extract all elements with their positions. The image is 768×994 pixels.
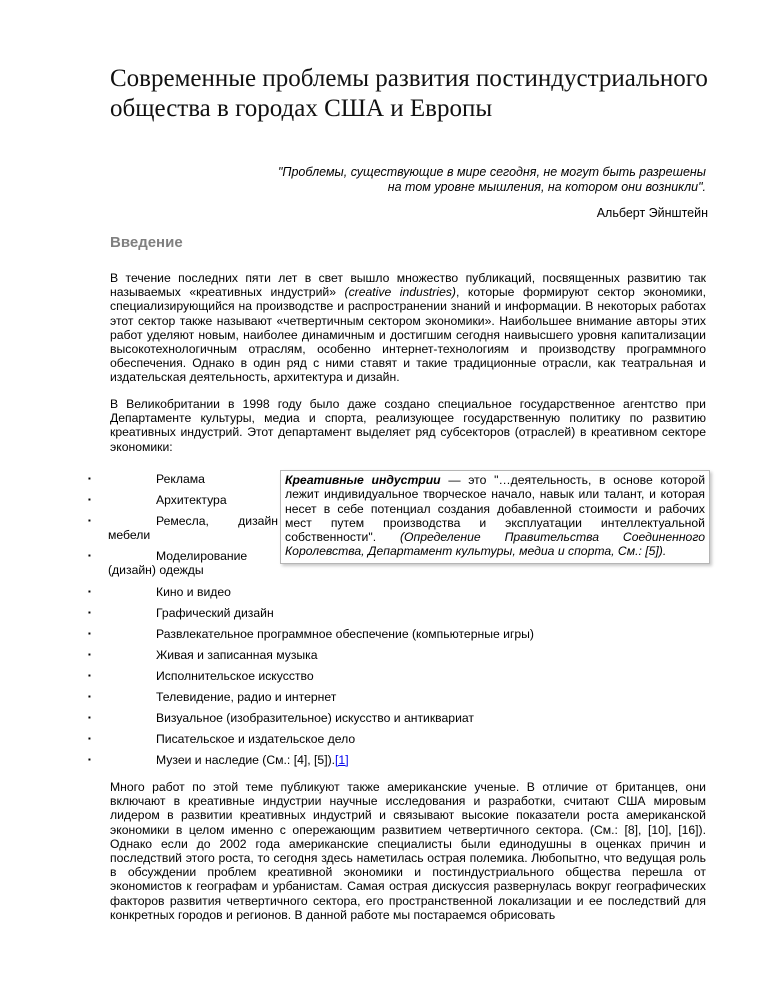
bullet-icon: ▪ (88, 713, 91, 722)
callout-term: Креативные индустрии (285, 473, 441, 487)
list-item-text: Живая и записанная музыка (156, 648, 318, 662)
list-item-text: Писательское и издательское дело (156, 732, 356, 746)
footnote-link[interactable]: [1] (335, 753, 349, 767)
paragraph-intro (110, 271, 706, 385)
list-item-text: Кино и видео (156, 585, 231, 599)
epigraph-author: Альберт Эйнштейн (596, 206, 708, 220)
epigraph-line-2: на том уровне мышления, на котором они возникли". (387, 180, 706, 194)
list-item (88, 669, 708, 690)
list-item-text: Визуальное (изобразительное) искусство и антиквариат (156, 711, 474, 725)
list-item (88, 732, 708, 753)
paragraph-intro-part-2: , которые формируют сектор экономики, специализирующийся на производстве и распространении знаний и информации. В некоторых работах этот сектор также называют «четвертичным сектором экономики». Наибольшее внимание авторы этих работ уделяют новым, наиболее динамичным и достигшим сегодня наивысшего уровня капитализации высокотехнологичным отраслям, особенно интернет-технологиям и производству программного обеспечения. Однако в один ряд с ними ставят и такие традиционные отрасли, как театральная и издательская деятельность, архитектура и дизайн. (110, 285, 706, 385)
list-item (88, 627, 708, 648)
section-heading: Введение (110, 234, 183, 251)
bullet-icon: ▪ (88, 755, 91, 764)
list-item-text: Развлекательное программное обеспечение (компьютерные игры) (156, 627, 534, 641)
list-item (88, 711, 708, 732)
bullet-icon: ▪ (88, 650, 91, 659)
list-item-text: Телевидение, радио и интернет (156, 690, 337, 704)
bullet-icon: ▪ (88, 671, 91, 680)
list-item (88, 753, 708, 774)
list-item (88, 690, 708, 711)
list-item-text: Исполнительское искусство (156, 669, 314, 683)
bullet-icon: ▪ (88, 551, 91, 560)
list-item-text: Архитектура (156, 493, 227, 507)
bullet-icon: ▪ (88, 692, 91, 701)
callout-source: (Определение Правительства Соединенного Королевства, Департамент культуры, медиа и спорта, См.: [5]). (285, 530, 705, 559)
bullet-icon: ▪ (88, 516, 91, 525)
list-item-text: Моделирование (дизайн) одежды (108, 549, 248, 578)
epigraph (246, 165, 706, 195)
bullet-icon: ▪ (88, 474, 91, 483)
paragraph-american-research: Много работ по этой теме публикуют также американские ученые. В отличие от британцев, они включают в креативные индустрии научные исследования и разработки, считают США мировым лидером в развитии креативных индустрий и связывают высокие показатели роста американской экономики в целом именно с опережающим развитием четвертичного сектора. (См.: [8], [10], [16]). Однако если до 2002 года американские специалисты были единодушны в оценках причин и последствий этого роста, то сегодня здесь наметилась острая полемика. Любопытно, что ведущая роль в обсуждении проблем креативной экономики и постиндустриального общества перешла от экономистов к географам и урбанистам. Самая острая дискуссия развернулась вокруг географических факторов развития четвертичного сектора, его пространственной локализации и ее последствий для конкретных городов и регионов. В данной работе мы постараемся обрисовать (110, 780, 706, 922)
list-item-text: Графический дизайн (156, 606, 274, 620)
list-item-text-with-footnote (88, 753, 708, 767)
list-item (88, 585, 708, 606)
list-item-text: Реклама (156, 472, 205, 486)
list-item (88, 648, 708, 669)
epigraph-line-1: "Проблемы, существующие в мире сегодня, не могут быть разрешены (277, 165, 706, 179)
callout-text: — это "…деятельность, в основе которой лежит индивидуальное творческое начало, навык или талант, и которая несет в себе потенциал создания добавленной стоимости и рабочих мест путем производства и эксплуатации интеллектуальной собственности". (285, 473, 705, 545)
bullet-icon: ▪ (88, 608, 91, 617)
document-title: Современные проблемы развития постиндустриального общества в городах США и Европы (110, 65, 708, 122)
list-item (88, 606, 708, 627)
list-item-text: Музеи и наследие (См.: [4], [5]). (156, 753, 336, 767)
bullet-icon: ▪ (88, 734, 91, 743)
definition-callout (280, 470, 710, 564)
bullet-icon: ▪ (88, 587, 91, 596)
bullet-icon: ▪ (88, 495, 91, 504)
list-item-text: Ремесла, дизайн мебели (108, 514, 278, 543)
paragraph-intro-part-1: В течение последних пяти лет в свет вышло множество публикаций, посвященных развитию так называемых «креативных индустрий» (110, 271, 706, 300)
paragraph-intro-italic: (creative industries) (344, 285, 456, 300)
bullet-icon: ▪ (88, 629, 91, 638)
paragraph-uk-agency: В Великобритании в 1998 году было даже создано специальное государственное агентство при Департаменте культуры, медиа и спорта, реализующее государственную политику по развитию креативных индустрий. Этот департамент выделяет ряд субсекторов (отраслей) в креативном секторе экономики: (110, 397, 706, 454)
